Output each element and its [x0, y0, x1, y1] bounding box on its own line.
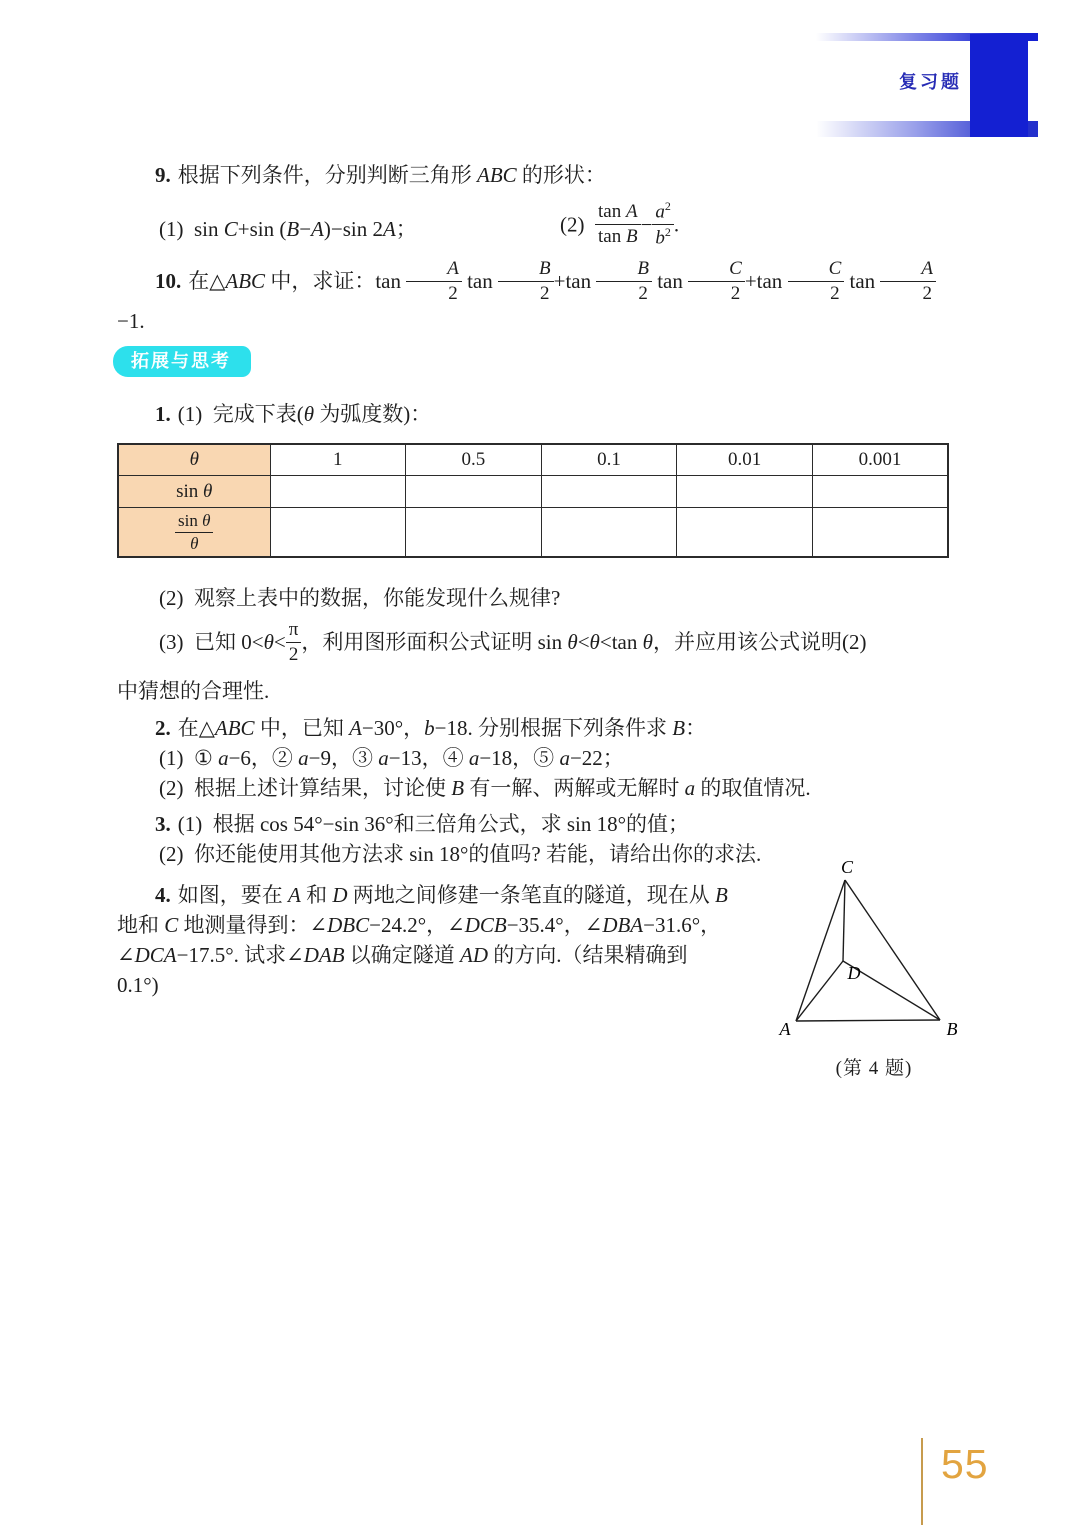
problem-number: 2.: [155, 716, 171, 740]
table-cell: [677, 508, 813, 558]
table-header-row: [118, 444, 948, 476]
table-col-value: 0.01: [677, 444, 813, 476]
review-section-tab: [856, 33, 1028, 137]
table-cell: [812, 508, 948, 558]
table-cell: [541, 476, 677, 508]
table-cell: [812, 476, 948, 508]
review-label: 复习题: [899, 72, 962, 92]
edge-CB: [845, 880, 940, 1020]
table-cell: [270, 476, 406, 508]
vertex-label-a: A: [779, 1019, 791, 1038]
ext-problem-1-intro-text: (1) 完成下表(θ 为弧度数)：: [177, 402, 432, 426]
problem-4-figure: [759, 860, 989, 1084]
ext-problem-3-item-2: (2) 你还能使用其他方法求 sin 18°的值吗? 若能，请给出你的求法.: [159, 842, 762, 866]
problem-9-intro-text: 根据下列条件，分别判断三角形 ABC 的形状：: [177, 163, 606, 187]
vertex-label-c: C: [840, 860, 854, 877]
row-label-sin-theta-over-theta: $\frac{\text{sin θ}}{\theta}$: [118, 508, 270, 558]
page-number: 55: [941, 1441, 989, 1487]
ext-problem-2-item-1: (1) ① a−6，② a−9，③ a−13，④ a−18，⑤ a−22；: [159, 746, 624, 770]
theta-values-table: [117, 443, 949, 558]
ext-problem-1-item-3-text: (3) 已知 0<θ< $\frac{\pi}{2}$ ，利用图形面积公式证明 sin θ<θ<tan θ，并应用该公式说明(2): [159, 618, 867, 665]
table-row-sin-theta: [118, 476, 948, 508]
ext-problem-2-intro-text: 在△ABC 中，已知 A−30°，b−18. 分别根据下列条件求 B：: [177, 716, 707, 740]
ext-problem-2-item-2: (2) 根据上述计算结果，讨论使 B 有一解、两解或无解时 a 的取值情况.: [159, 776, 811, 800]
edge-AB: [796, 1020, 940, 1021]
problem-9-items: [117, 199, 963, 260]
problem-number: 4.: [155, 883, 171, 907]
ext-problem-1-item-3-continued: 中猜想的合理性.: [117, 679, 270, 703]
ext-problem-4-line-2: 地和 C 地测量得到：∠DBC−24.2°，∠DCB−35.4°，∠DBA−31.6°，: [117, 913, 722, 937]
table-row-sin-theta-over-theta: [118, 508, 948, 558]
tab-label-box: [856, 41, 970, 121]
ext-problem-2-intro: [117, 713, 963, 743]
tab-blue-block: [970, 34, 1028, 137]
table-col-value: 0.5: [406, 444, 542, 476]
page-content: [117, 160, 963, 1079]
problem-number: 9.: [155, 163, 171, 187]
table-header-theta: θ: [118, 444, 270, 476]
problem-number: 3.: [155, 812, 171, 836]
ext-problem-3-item-1-text: (1) 根据 cos 54°−sin 36°和三倍角公式，求 sin 18°的值；: [177, 812, 690, 836]
table-col-value: 1: [270, 444, 406, 476]
problem-number: 10.: [155, 268, 182, 293]
problem-9-item-2: (2) $\frac{\text{tan A}}{\text{tan B}}$ − $\frac{a^2}{b^2}$ .: [560, 199, 680, 249]
table-cell: [270, 508, 406, 558]
table-cell: [677, 476, 813, 508]
problem-9-intro: [117, 160, 963, 190]
ext-problem-4-line-1-text: 如图，要在 A 和 D 两地之间修建一条笔直的隧道，现在从 B: [177, 883, 728, 907]
problem-number: 1.: [155, 402, 171, 426]
segment-AD: [796, 961, 843, 1021]
edge-AC: [796, 880, 845, 1021]
vertex-label-d: D: [847, 963, 861, 983]
ext-problem-3-item-1: [117, 809, 963, 839]
table-cell: [406, 508, 542, 558]
problem-9-item-1: (1) sin C+sin (B−A)−sin 2A；: [159, 217, 417, 241]
table-col-value: 0.1: [541, 444, 677, 476]
ext-problem-1-item-2: (2) 观察上表中的数据，你能发现什么规律?: [159, 586, 561, 610]
table-cell: [541, 508, 677, 558]
table-col-value: 0.001: [812, 444, 948, 476]
row-label-sin-theta: sin θ: [118, 476, 270, 508]
figure-caption: (第 4 题): [835, 1058, 913, 1079]
section-badge-extension: 拓展与思考: [113, 346, 251, 377]
segment-CD: [843, 880, 845, 961]
problem-10: [117, 257, 963, 334]
ext-problem-4-line-4: 0.1°): [117, 973, 159, 997]
tunnel-triangle-diagram: [774, 860, 974, 1038]
vertex-label-b: B: [946, 1019, 958, 1038]
ext-problem-4-line-3: ∠DCA−17.5°. 试求∠DAB 以确定隧道 AD 的方向.（结果精确到: [117, 943, 688, 967]
problem-10-formula: 在△ABC 中，求证：tan $\frac{A}{2}$ tan $\frac{B}{2}$ +tan $\frac{B}{2}$ tan $\frac{C}{2}$ +tan $\frac{C}{2}$ tan $\frac{A}{2}$ −1.: [117, 269, 936, 334]
ext-problem-1-item-3: [159, 619, 963, 669]
ext-problem-1-intro: [117, 399, 963, 429]
table-cell: [406, 476, 542, 508]
footer-rule: [921, 1438, 923, 1525]
